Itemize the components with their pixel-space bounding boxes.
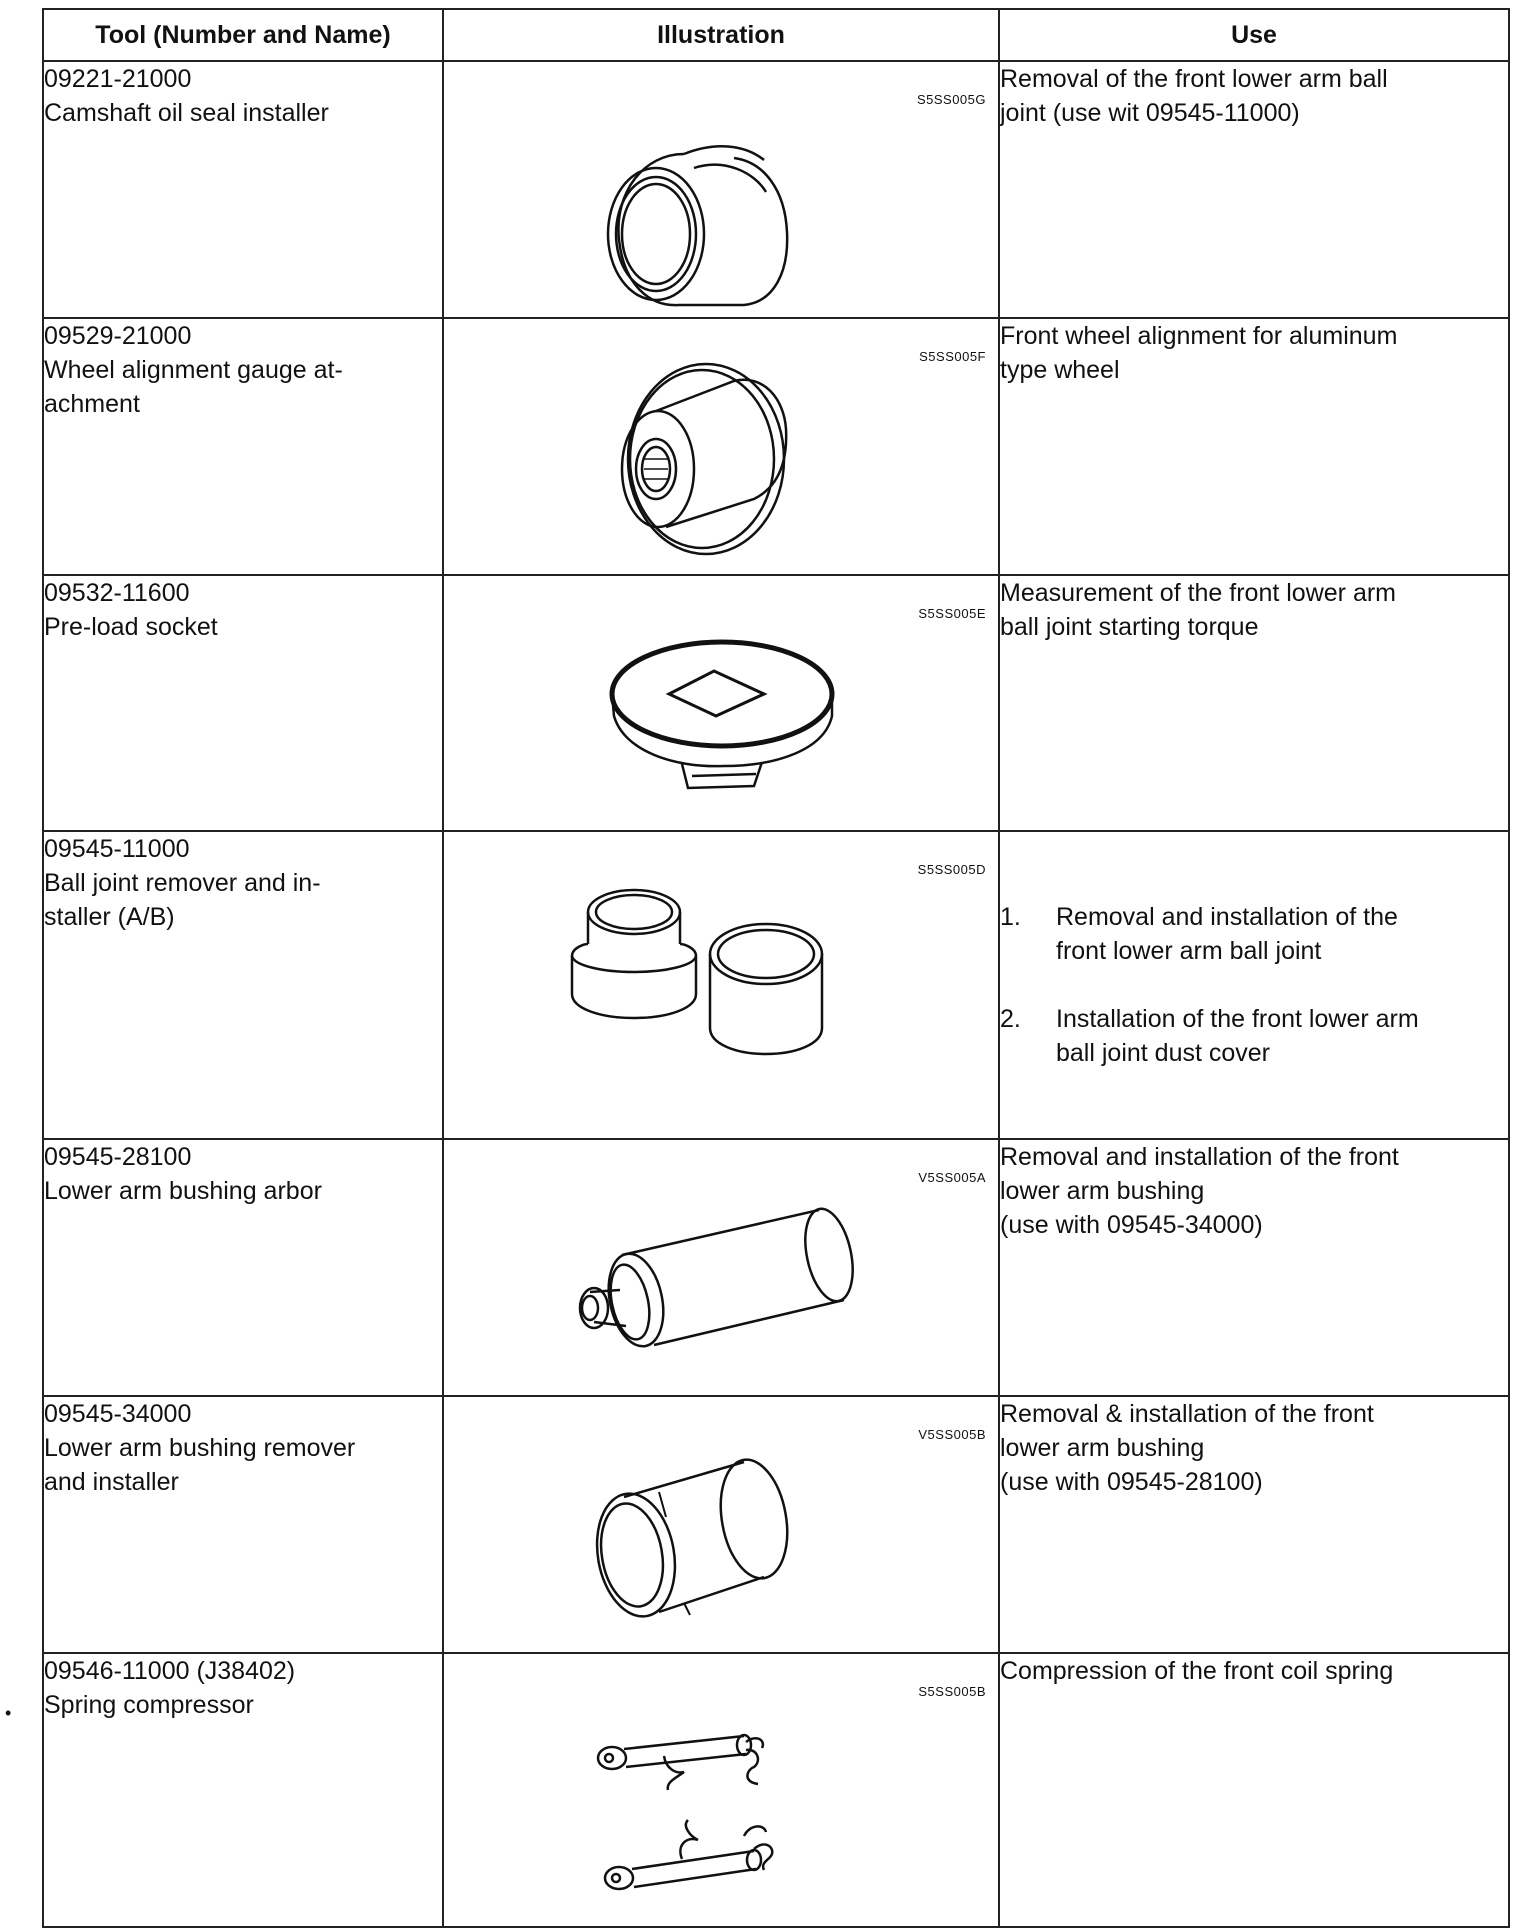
figure-code: V5SS005A (918, 1170, 986, 1185)
oil-seal-installer-illustration (444, 62, 1000, 319)
use-cell: Removal & installation of the front lower arm bushing (use with 09545-28100) (999, 1396, 1509, 1653)
illustration-cell (443, 1139, 999, 1396)
ball-joint-remover-illustration (444, 832, 1000, 1090)
bushing-remover-illustration (444, 1397, 1000, 1654)
tool-number: 09545-34000 (44, 1400, 192, 1428)
use-cell (999, 831, 1509, 1139)
use-cell: Front wheel alignment for aluminum type wheel (999, 318, 1509, 575)
alignment-gauge-attachment-illustration (444, 319, 1000, 576)
table-row (43, 831, 1509, 1139)
list-text: Installation of the front lower arm ball joint dust cover (1056, 1005, 1419, 1067)
table-header-row (43, 9, 1509, 61)
tool-name: Ball joint remover and in- staller (A/B) (44, 869, 321, 931)
tool-name: Wheel alignment gauge at- achment (44, 356, 343, 418)
figure-code: S5SS005B (918, 1684, 986, 1699)
use-cell: Removal of the front lower arm ball joint (use wit 09545-11000) (999, 61, 1509, 318)
header-use: Use (999, 9, 1509, 61)
figure-code: S5SS005G (916, 92, 986, 107)
tool-cell (43, 1139, 443, 1396)
illustration-cell (443, 831, 999, 1139)
list-item (1000, 900, 1508, 968)
illustration-cell (443, 1396, 999, 1653)
tool-number: 09221-21000 (44, 65, 192, 93)
header-tool: Tool (Number and Name) (43, 9, 443, 61)
use-cell: Removal and installation of the front lower arm bushing (use with 09545-34000) (999, 1139, 1509, 1396)
use-cell: Measurement of the front lower arm ball joint starting torque (999, 575, 1509, 831)
tool-cell (43, 1653, 443, 1927)
special-tools-table (42, 8, 1510, 1928)
tool-name: Spring compressor (44, 1691, 254, 1719)
tool-cell (43, 318, 443, 575)
header-illustration: Illustration (443, 9, 999, 61)
figure-code: S5SS005D (917, 862, 986, 877)
table-row (43, 318, 1509, 575)
bushing-arbor-illustration (444, 1140, 1000, 1397)
list-number: 2. (1000, 1005, 1021, 1033)
tool-name: Lower arm bushing remover and installer (44, 1434, 356, 1496)
table-row (43, 575, 1509, 831)
tool-cell (43, 1396, 443, 1653)
margin-mark: • (5, 1703, 12, 1723)
illustration-cell (443, 1653, 999, 1927)
tool-cell (43, 61, 443, 318)
use-list (1000, 866, 1508, 1104)
tool-number: 09529-21000 (44, 322, 192, 350)
tool-number: 09545-28100 (44, 1143, 192, 1171)
list-text: Removal and installation of the front lower arm ball joint (1056, 903, 1398, 965)
illustration-cell (443, 575, 999, 831)
tool-number: 09546-11000 (J38402) (44, 1657, 296, 1685)
tool-cell (43, 575, 443, 831)
list-number: 1. (1000, 903, 1021, 931)
tool-name: Lower arm bushing arbor (44, 1177, 322, 1205)
figure-code: V5SS005B (918, 1427, 986, 1442)
list-item (1000, 1002, 1508, 1070)
table-row (43, 61, 1509, 318)
tool-cell (43, 831, 443, 1139)
figure-code: S5SS005E (918, 606, 986, 621)
illustration-cell (443, 61, 999, 318)
table-row (43, 1139, 1509, 1396)
tool-name: Pre-load socket (44, 613, 218, 641)
preload-socket-illustration (444, 576, 1000, 832)
illustration-cell (443, 318, 999, 575)
tool-number: 09545-11000 (44, 835, 190, 863)
tool-number: 09532-11600 (44, 579, 190, 607)
table-row (43, 1396, 1509, 1653)
tool-name: Camshaft oil seal installer (44, 99, 329, 127)
table-row (43, 1653, 1509, 1927)
figure-code: S5SS005F (919, 349, 986, 364)
use-cell: Compression of the front coil spring (999, 1653, 1509, 1927)
spring-compressor-illustration (444, 1654, 1000, 1928)
